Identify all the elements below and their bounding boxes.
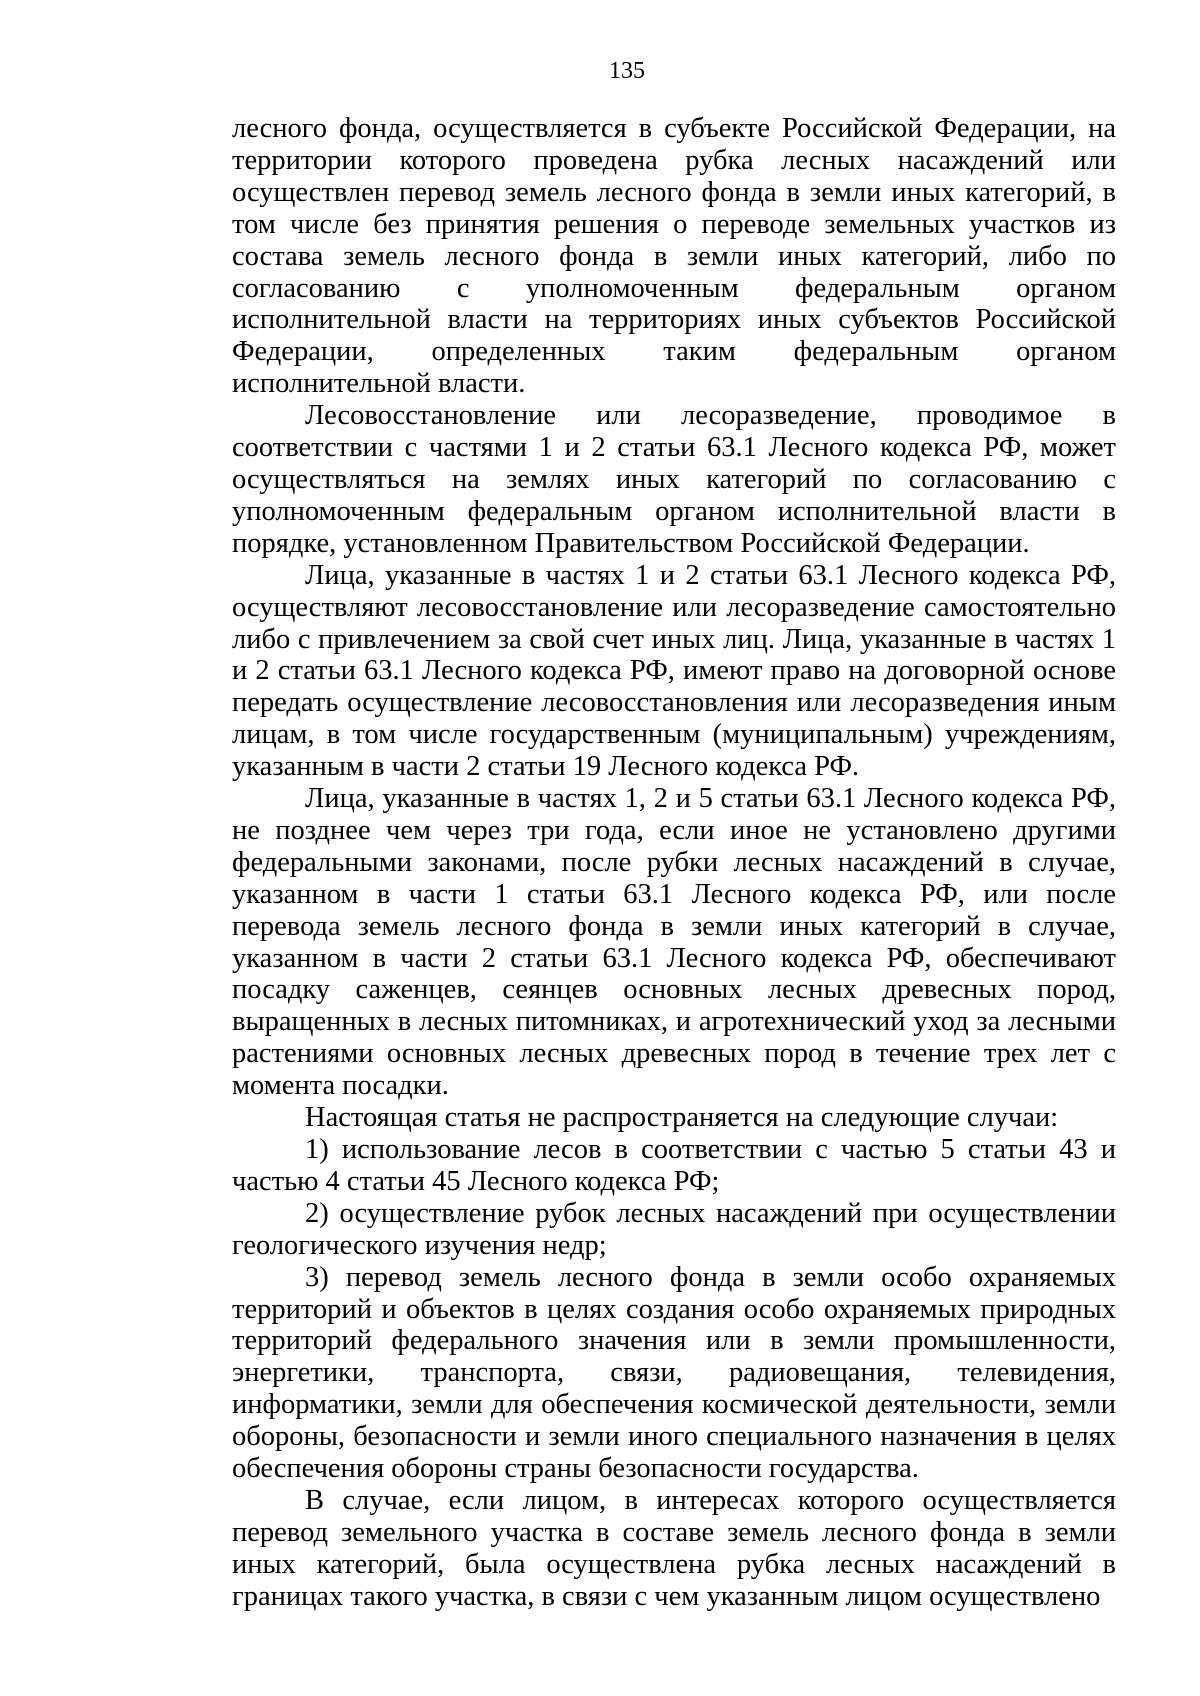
paragraph-land-transfer-case: В случае, если лицом, в интересах которого осуществляется перевод земельного участка в составе земель лесного фонда в земли иных категорий, была осуществлена рубка лесных насаждений в границах такого участка, в связи с чем указанным лицом осуществлено — [232, 1484, 1116, 1612]
paragraph-planting-deadline: Лица, указанные в частях 1, 2 и 5 статьи 63.1 Лесного кодекса РФ, не позднее чем через три года, если иное не установлено другими федеральными законами, после рубки лесных насаждений в случае, указанном в части 1 статьи 63.1 Лесного кодекса РФ, или после перевода земель лесного фонда в земли иных категорий в случае, указанном в части 2 статьи 63.1 Лесного кодекса РФ, обеспечивают посадку саженцев, сеянцев основных лесных древесных пород, выращенных в лесных питомниках, и агротехнический уход за лесными растениями основных лесных древесных пород в течение трех лет с момента посадки. — [232, 783, 1116, 1102]
list-item-exception-3: 3) перевод земель лесного фонда в земли особо охраняемых территорий и объектов в целях создания особо охраняемых природных территорий федерального значения или в земли промышленности, энергетики, транспорта, связи, радиовещания, телевидения, информатики, земли для обеспечения космической деятельности, земли обороны, безопасности и земли иного специального назначения в целях обеспечения обороны страны безопасности государства. — [232, 1261, 1116, 1485]
paragraph-exceptions-intro: Настоящая статья не распространяется на следующие случаи: — [305, 1102, 1059, 1134]
paragraph-reforestation-location: Лесовосстановление или лесоразведение, проводимое в соответствии с частями 1 и 2 статьи 63.1 Лесного кодекса РФ, может осуществляться на землях иных категорий по согласованию с уполномоченным федеральным органом исполнительной власти в порядке, установленном Правительством Российской Федерации. — [232, 400, 1116, 559]
paragraph-reforestation-performers: Лица, указанные в частях 1 и 2 статьи 63.1 Лесного кодекса РФ, осуществляют лесовосстановление или лесоразведение самостоятельно либо с привлечением за свой счет иных лиц. Лица, указанные в частях 1 и 2 статьи 63.1 Лесного кодекса РФ, имеют право на договорной основе передать осуществление лесовосстановления или лесоразведения иным лицам, в том числе государственным (муниципальным) учреждениям, указанным в части 2 статьи 19 Лесного кодекса РФ. — [232, 559, 1116, 783]
document-body — [232, 113, 1116, 1613]
list-item-exception-2: 2) осуществление рубок лесных насаждений при осуществлении геологического изучения недр; — [232, 1197, 1116, 1261]
page-number: 135 — [609, 58, 645, 84]
list-item-exception-1: 1) использование лесов в соответствии с частью 5 статьи 43 и частью 4 статьи 45 Лесного кодекса РФ; — [232, 1134, 1116, 1197]
paragraph-continuation: лесного фонда, осуществляется в субъекте Российской Федерации, на территории которого проведена рубка лесных насаждений или осуществлен перевод земель лесного фонда в земли иных категорий, в том числе без принятия решения о переводе земельных участков из состава земель лесного фонда в земли иных категорий, либо по согласованию с уполномоченным федеральным органом исполнительной власти на территориях иных субъектов Российской Федерации, определенных таким федеральным органом исполнительной власти. — [232, 113, 1116, 400]
